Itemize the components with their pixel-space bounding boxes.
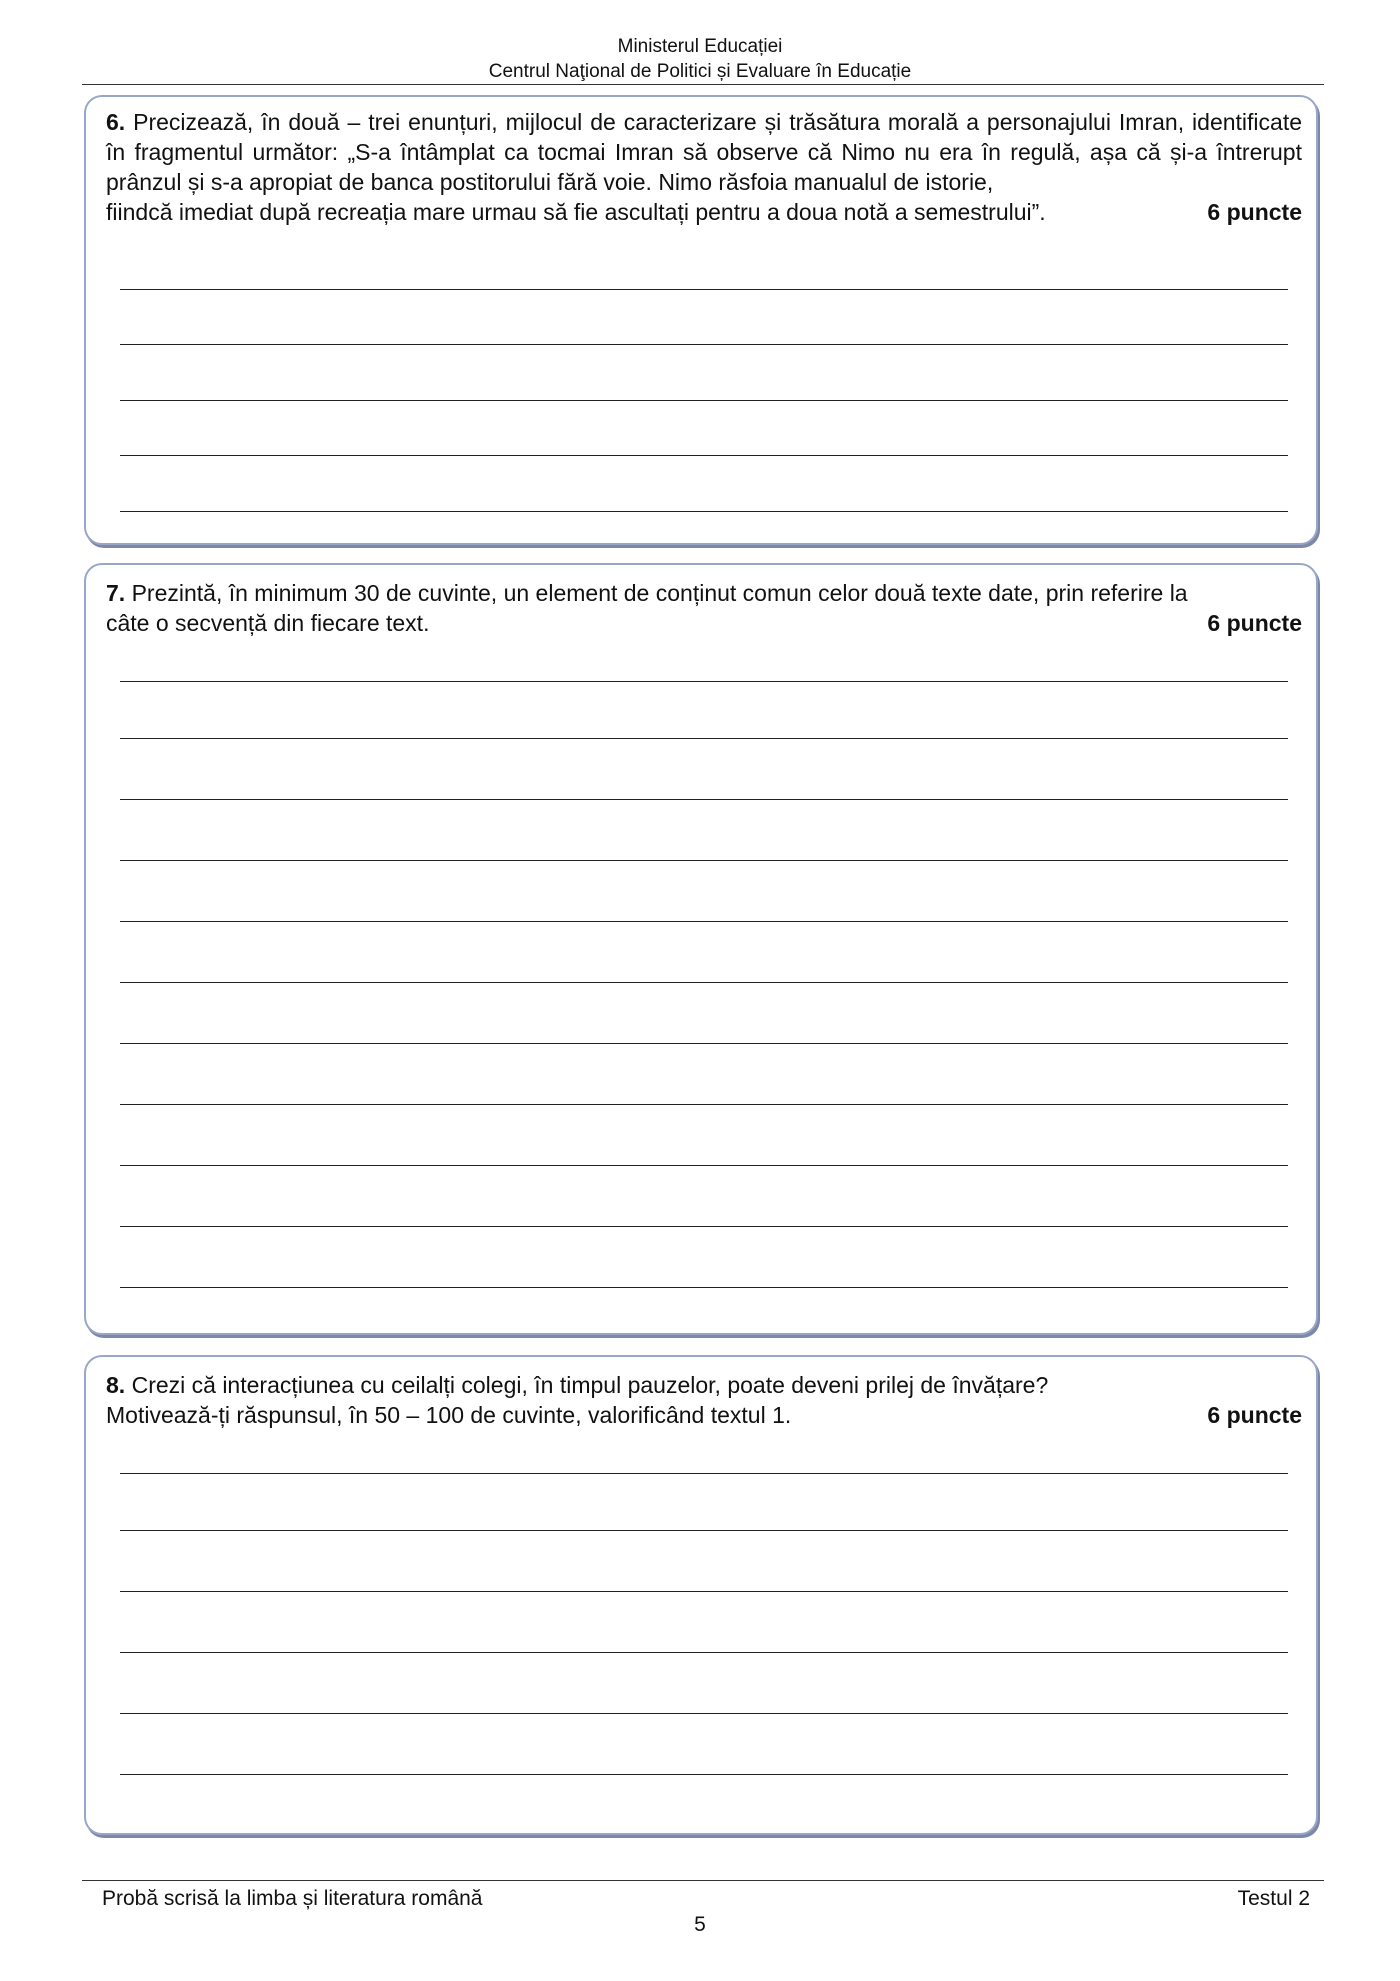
answer-line[interactable] <box>120 921 1288 922</box>
question-number: 6. <box>106 109 126 135</box>
question-prompt-end: câte o secvență din fiecare text. <box>106 610 430 636</box>
footer-divider <box>82 1880 1324 1881</box>
answer-line[interactable] <box>120 344 1288 345</box>
page-number: 5 <box>694 1913 706 1936</box>
answer-line[interactable] <box>120 1713 1288 1714</box>
question-8-text <box>106 1370 1302 1430</box>
answer-line[interactable] <box>120 1043 1288 1044</box>
answer-line[interactable] <box>120 1774 1288 1775</box>
question-6-text <box>106 107 1302 227</box>
question-number: 7. <box>106 580 126 606</box>
answer-line[interactable] <box>120 1287 1288 1288</box>
answer-line[interactable] <box>120 860 1288 861</box>
answer-line[interactable] <box>120 1473 1288 1474</box>
question-8-box <box>84 1355 1318 1835</box>
question-6-box <box>84 95 1318 545</box>
question-prompt-end: fiindcă imediat după recreația mare urmau să fie ascultați pentru a doua notă a semestrului”. <box>106 199 1046 225</box>
answer-line[interactable] <box>120 1530 1288 1531</box>
answer-line[interactable] <box>120 1591 1288 1592</box>
question-prompt-end: Motivează-ți răspunsul, în 50 – 100 de cuvinte, valorificând textul 1. <box>106 1402 792 1428</box>
footer-exam-title: Probă scrisă la limba și literatura română <box>102 1887 483 1910</box>
answer-line[interactable] <box>120 400 1288 401</box>
question-7-box <box>84 563 1318 1335</box>
answer-line[interactable] <box>120 1104 1288 1105</box>
question-7-text <box>106 578 1302 638</box>
answer-line[interactable] <box>120 982 1288 983</box>
header-center: Centrul Naţional de Politici și Evaluare în Educație <box>488 61 912 82</box>
answer-line[interactable] <box>120 511 1288 512</box>
answer-line[interactable] <box>120 1652 1288 1653</box>
answer-line[interactable] <box>120 738 1288 739</box>
points-label: 6 puncte <box>1207 199 1302 225</box>
answer-line[interactable] <box>120 681 1288 682</box>
points-label: 6 puncte <box>1207 1402 1302 1428</box>
header-divider <box>82 84 1324 85</box>
question-prompt: Prezintă, în minimum 30 de cuvinte, un element de conținut comun celor două texte date, prin referire la <box>131 580 1188 606</box>
answer-line[interactable] <box>120 1165 1288 1166</box>
footer-test-number: Testul 2 <box>1237 1887 1310 1910</box>
header-ministry: Ministerul Educației <box>617 36 783 57</box>
question-prompt: Precizează, în două – trei enunțuri, mijlocul de caracterizare și trăsătura morală a personajului Imran, identificate în fragmentul următor: „S-a întâmplat ca tocmai Imran să observe că Nimo nu era în regulă, așa că și-a întrerupt prânzul și s-a apropiat de banca postitorului fără voie. Nimo răsfoia manualul de istorie, <box>106 109 1303 195</box>
answer-line[interactable] <box>120 1226 1288 1227</box>
answer-line[interactable] <box>120 455 1288 456</box>
page-header <box>0 34 1400 84</box>
question-prompt: Crezi că interacțiunea cu ceilalți colegi, în timpul pauzelor, poate deveni prilej de învățare? <box>131 1372 1049 1398</box>
answer-line[interactable] <box>120 799 1288 800</box>
points-label: 6 puncte <box>1207 610 1302 636</box>
answer-line[interactable] <box>120 289 1288 290</box>
question-number: 8. <box>106 1372 126 1398</box>
